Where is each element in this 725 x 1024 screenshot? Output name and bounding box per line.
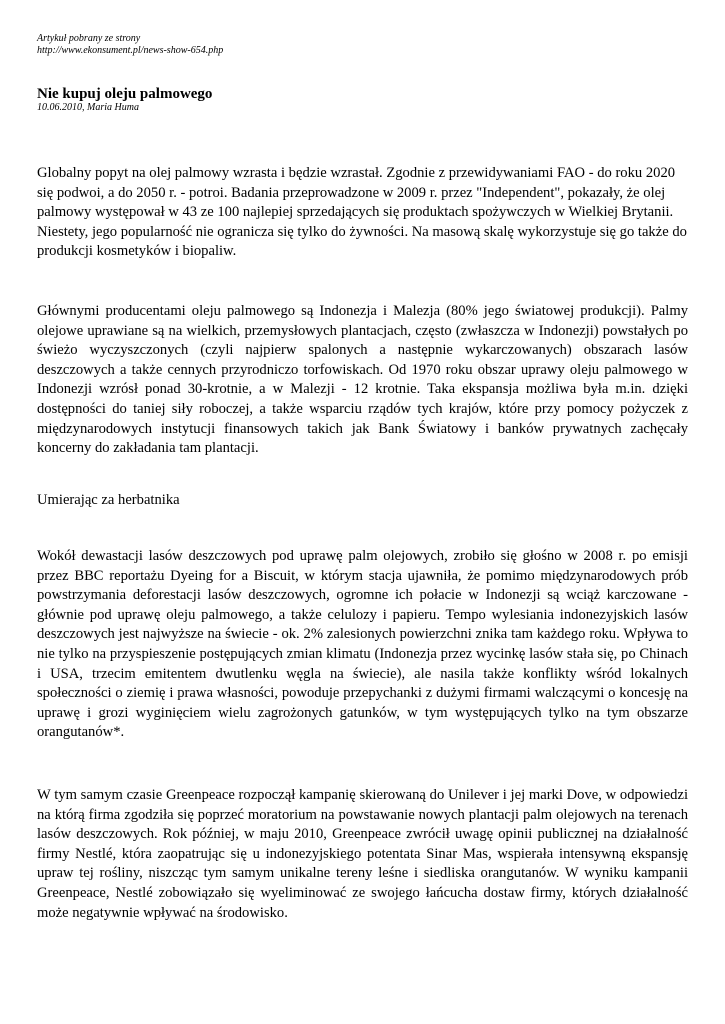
paragraph-4: W tym samym czasie Greenpeace rozpoczął kampanię skierowaną do Unilever i jej marki Dove, w odpowiedzi na którą firma zgodziła się poprzeć moratorium na powstawanie nowych plantacji palm olejowych na terenach lasów deszczowych. Rok później, w maju 2010, Greenpeace zwrócił uwagę opinii publicznej na działalność firmy Nestlé, która zaopatrując się u indonezyjskiego potentata Sinar Mas, wspierała intensywną ekspansję upraw tej rośliny, niszcząc tym samym unikalne tereny leśne i siedliska orangutanów. W wyniku kampanii Greenpeace, Nestlé zobowiązało się wyeliminować ze swojego łańcucha dostaw firmy, których działalność może negatywnie wpływać na środowisko. — [37, 787, 688, 921]
article-title: Nie kupuj oleju palmowego — [37, 86, 213, 102]
section-subheading: Umierając za herbatnika — [37, 492, 180, 508]
paragraph-2: Głównymi producentami oleju palmowego są Indonezja i Malezja (80% jego światowej produkcji). Palmy olejowe uprawiane są na wielkich, przemysłowych plantacjach, często (zwłaszcza w Indonezji) powstałych po świeżo wyczyszczonych (czyli najpierw spalonych a następnie wykarczowanych) obszarach lasów deszczowych a także cennych przyrodniczo torfowiskach. Od 1970 roku obszar uprawy oleju palmowego w Indonezji wzrósł ponad 30-krotnie, a w Malezji - 12 krotnie. Taka ekspansja możliwa była m.in. dzięki dostępności do taniej siły roboczej, a także wsparciu rządów tych krajów, które przy pomocy pożyczek z międzynarodowych instytucji finansowych takich jak Bank Światowy i banków prywatnych zachęcały koncerny do zakładania tam plantacji. — [37, 303, 688, 457]
paragraph-3: Wokół dewastacji lasów deszczowych pod uprawę palm olejowych, zrobiło się głośno w 2008 r. po emisji przez BBC reportażu Dyeing for a Biscuit, w którym stacja ujawniła, że pomimo międzynarodowych prób powstrzymania deforestacji lasów deszczowych, ogromne ich połacie w Indonezji są wciąż karczowane - głównie pod uprawę oleju palmowego, a także celulozy i papieru. Tempo wylesiania indonezyjskich lasów deszczowych jest najwyższe na świecie - ok. 2% zalesionych powierzchni znika tam każdego roku. Wpływa to nie tylko na przyspieszenie postępujących zmian klimatu (Indonezja przez wycinkę lasów stała się, po Chinach i USA, trzecim emitentem dwutlenku węgla na świecie), ale nasila także konflikty wśród lokalnych społeczności o ziemię i prawa własności, powoduje przepychanki z dużymi firmami walczącymi o koncesję na uprawę i grozi wyginięciem wielu zagrożonych gatunków, w tym występujących tylko na tym obszarze orangutanów*. — [37, 548, 688, 741]
paragraph-1: Globalny popyt na olej palmowy wzrasta i będzie wzrastał. Zgodnie z przewidywaniami FAO - do roku 2020 się podwoi, a do 2050 r. - potroi. Badania przeprowadzone w 2009 r. przez "Independent", pokazały, że olej palmowy występował w 43 ze 100 najlepiej sprzedających się produktach spożywczych w Wielkiej Brytanii. Niestety, jego popularność nie ogranicza się tylko do żywności. Na masową skalę wykorzystuje się go także do produkcji kosmetyków i biopaliw. — [37, 165, 687, 260]
source-header — [37, 33, 223, 57]
source-label: Artykuł pobrany ze strony — [37, 33, 141, 44]
article-byline: 10.06.2010, Maria Huma — [37, 102, 139, 113]
source-url: http://www.ekonsument.pl/news-show-654.php — [37, 45, 224, 56]
